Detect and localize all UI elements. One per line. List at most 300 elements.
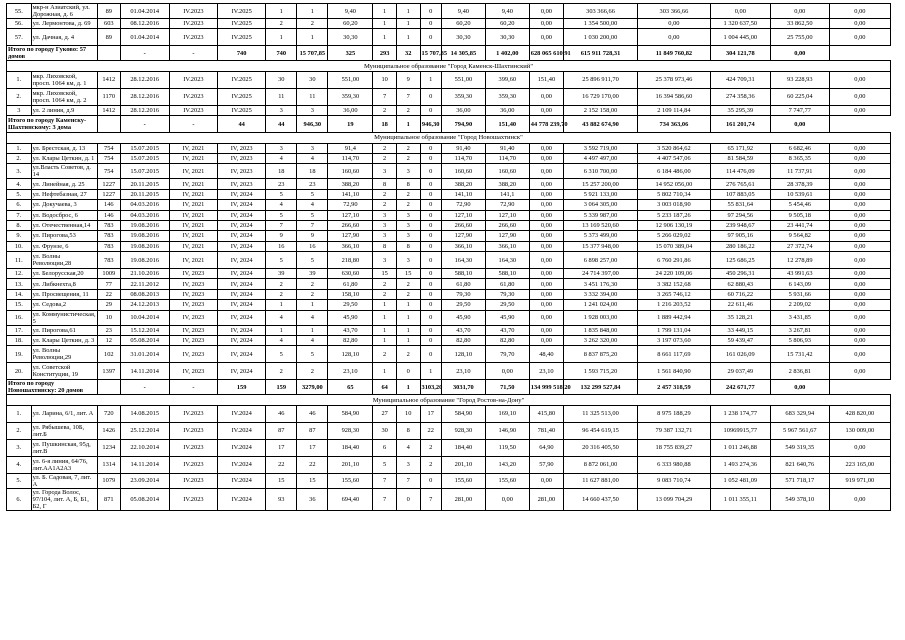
- table-cell: 3: [266, 143, 297, 153]
- table-cell: 201,10: [441, 456, 485, 473]
- table-cell: 128,10: [328, 346, 373, 363]
- table-cell: 7: [373, 473, 397, 488]
- table-cell: 3 592 719,00: [564, 143, 638, 153]
- table-cell: 64,90: [529, 439, 563, 456]
- table-cell: 164,30: [441, 252, 485, 269]
- table-cell: 93 228,93: [770, 71, 829, 88]
- table-cell: IV.2025: [218, 29, 266, 46]
- table-cell: 87: [297, 422, 328, 439]
- table-cell: 7: [373, 488, 397, 510]
- table-cell: IV.2024: [218, 439, 266, 456]
- total-cell: -: [120, 380, 169, 395]
- table-cell: 2: [373, 279, 397, 289]
- table-cell: 0: [420, 279, 441, 289]
- table-cell: 1: [420, 363, 441, 380]
- table-cell: 12 278,89: [770, 252, 829, 269]
- table-cell: 04.03.2016: [120, 210, 169, 220]
- table-cell: 15: [373, 269, 397, 279]
- table-cell: 8 975 188,29: [637, 405, 710, 422]
- table-cell: 10 539,61: [770, 189, 829, 199]
- table-cell: IV, 2024: [218, 220, 266, 230]
- table-cell: 130 009,00: [829, 422, 890, 439]
- table-cell: 1.: [7, 143, 32, 153]
- total-cell: 794,90: [441, 116, 485, 133]
- table-row: [7, 200, 891, 210]
- table-cell: 57,90: [529, 456, 563, 473]
- total-row: [7, 46, 891, 61]
- table-cell: 0,00: [529, 473, 563, 488]
- table-cell: 3: [396, 210, 420, 220]
- address-cell: ул. Пушкинская, 95д, лит.В: [31, 439, 97, 456]
- table-cell: 11 737,91: [770, 164, 829, 179]
- table-cell: 7: [420, 488, 441, 510]
- table-cell: IV, 2021: [169, 153, 217, 163]
- table-cell: IV, 2024: [218, 252, 266, 269]
- table-cell: 23,10: [441, 363, 485, 380]
- table-row: [7, 289, 891, 299]
- table-cell: 1 593 715,20: [564, 363, 638, 380]
- table-cell: 754: [98, 143, 121, 153]
- table-cell: 2: [266, 19, 297, 29]
- table-row: [7, 241, 891, 251]
- table-cell: 3: [396, 220, 420, 230]
- table-cell: 239 948,67: [710, 220, 770, 230]
- table-cell: 3 265 746,12: [637, 289, 710, 299]
- table-cell: 9.: [7, 231, 32, 241]
- table-cell: 1397: [98, 363, 121, 380]
- table-cell: 127,10: [328, 210, 373, 220]
- table-cell: 4: [266, 336, 297, 346]
- table-cell: 14.11.2014: [120, 456, 169, 473]
- table-cell: 0: [420, 143, 441, 153]
- table-cell: 0: [420, 269, 441, 279]
- table-cell: 184,40: [328, 439, 373, 456]
- table-cell: 16: [297, 241, 328, 251]
- table-cell: 7: [396, 473, 420, 488]
- table-cell: 4: [297, 310, 328, 325]
- total-cell: 1 402,00: [485, 46, 529, 61]
- table-cell: 0,00: [529, 300, 563, 310]
- table-cell: 4: [266, 310, 297, 325]
- total-cell: 0,00: [770, 46, 829, 61]
- total-cell: 15 707,85: [297, 46, 328, 61]
- table-cell: 59 439,47: [710, 336, 770, 346]
- table-cell: 359,30: [485, 88, 529, 105]
- table-cell: 1 320 637,50: [710, 19, 770, 29]
- table-cell: 25 378 973,46: [637, 71, 710, 88]
- table-cell: 4.: [7, 179, 32, 189]
- table-cell: IV, 2024: [218, 336, 266, 346]
- table-cell: 45,90: [485, 310, 529, 325]
- table-cell: 0,00: [829, 325, 890, 335]
- total-cell: 44 778 239,70: [529, 116, 563, 133]
- table-row: [7, 363, 891, 380]
- table-cell: IV, 2023: [169, 269, 217, 279]
- address-cell: ул. Докучаева, 3: [31, 200, 97, 210]
- table-cell: 143,20: [485, 456, 529, 473]
- address-cell: ул. 2 линия, д.9: [31, 105, 97, 115]
- table-cell: 8: [373, 179, 397, 189]
- table-row: [7, 179, 891, 189]
- table-cell: 8: [373, 241, 397, 251]
- table-cell: 1: [373, 363, 397, 380]
- total-cell: -: [120, 46, 169, 61]
- table-cell: 2 109 114,84: [637, 105, 710, 115]
- table-cell: 3: [297, 105, 328, 115]
- table-cell: 1: [396, 19, 420, 29]
- table-cell: 0: [396, 488, 420, 510]
- table-cell: 603: [98, 19, 121, 29]
- table-cell: 0,00: [529, 269, 563, 279]
- table-cell: 25 755,00: [770, 29, 829, 46]
- address-cell: ул. Отечественная,14: [31, 220, 97, 230]
- table-cell: 754: [98, 164, 121, 179]
- total-cell: 1: [396, 380, 420, 395]
- table-cell: 2: [297, 289, 328, 299]
- total-cell: 2 457 318,59: [637, 380, 710, 395]
- table-cell: 127,10: [441, 210, 485, 220]
- table-cell: 45,90: [441, 310, 485, 325]
- table-cell: 45,90: [328, 310, 373, 325]
- total-row: [7, 116, 891, 133]
- table-cell: 2: [266, 289, 297, 299]
- table-cell: 5 266 029,02: [637, 231, 710, 241]
- table-cell: 29,50: [328, 300, 373, 310]
- table-cell: 5.: [7, 189, 32, 199]
- table-cell: 4: [297, 200, 328, 210]
- table-cell: 30: [373, 422, 397, 439]
- table-cell: 424 709,31: [710, 71, 770, 88]
- table-cell: IV.2023: [169, 422, 217, 439]
- table-cell: IV, 2024: [218, 241, 266, 251]
- table-row: [7, 19, 891, 29]
- table-cell: 17: [266, 439, 297, 456]
- table-cell: IV, 2024: [218, 200, 266, 210]
- table-cell: 55 831,64: [710, 200, 770, 210]
- table-cell: 0,00: [529, 164, 563, 179]
- table-cell: 114 476,09: [710, 164, 770, 179]
- table-cell: 22 611,46: [710, 300, 770, 310]
- table-cell: 13.: [7, 279, 32, 289]
- table-cell: 4: [266, 200, 297, 210]
- table-cell: 0,00: [829, 143, 890, 153]
- table-cell: 5: [373, 456, 397, 473]
- total-cell: 293: [373, 46, 397, 61]
- address-cell: ул. Либкнехта,8: [31, 279, 97, 289]
- table-cell: 87: [266, 422, 297, 439]
- table-cell: 5 373 499,00: [564, 231, 638, 241]
- table-cell: IV.2023: [169, 105, 217, 115]
- table-cell: 60,20: [485, 19, 529, 29]
- table-cell: 0: [420, 473, 441, 488]
- table-cell: 1: [297, 325, 328, 335]
- table-row: [7, 422, 891, 439]
- table-cell: 6 310 700,00: [564, 164, 638, 179]
- table-cell: 720: [98, 405, 121, 422]
- address-cell: ул. Пирогова,53: [31, 231, 97, 241]
- table-cell: 2.: [7, 422, 32, 439]
- table-cell: 5: [297, 252, 328, 269]
- table-cell: 1: [396, 310, 420, 325]
- table-cell: 48,40: [529, 346, 563, 363]
- table-cell: 1: [373, 29, 397, 46]
- table-cell: 366,10: [485, 241, 529, 251]
- total-cell: 15 707,85: [420, 46, 441, 61]
- table-cell: 5 454,46: [770, 200, 829, 210]
- table-cell: 2: [373, 153, 397, 163]
- table-cell: 14.08.2015: [120, 405, 169, 422]
- table-cell: 584,90: [328, 405, 373, 422]
- table-cell: 783: [98, 241, 121, 251]
- table-cell: 3: [396, 231, 420, 241]
- total-cell: 0,00: [770, 116, 829, 133]
- table-cell: 4: [297, 336, 328, 346]
- table-cell: 08.08.2013: [120, 289, 169, 299]
- table-cell: 0,00: [529, 279, 563, 289]
- table-cell: 551,00: [441, 71, 485, 88]
- table-cell: 6: [373, 439, 397, 456]
- total-label: Итого по городу Гуково: 57 домов: [7, 46, 98, 61]
- table-cell: 821 640,76: [770, 456, 829, 473]
- table-cell: 127,90: [485, 231, 529, 241]
- table-cell: 2: [420, 456, 441, 473]
- table-cell: 151,40: [529, 71, 563, 88]
- table-cell: IV.2023: [169, 405, 217, 422]
- table-cell: 450 296,31: [710, 269, 770, 279]
- table-cell: 588,10: [485, 269, 529, 279]
- table-cell: 8 872 061,00: [564, 456, 638, 473]
- table-cell: 23: [266, 179, 297, 189]
- table-cell: 20 316 405,50: [564, 439, 638, 456]
- table-cell: 43,70: [485, 325, 529, 335]
- table-row: [7, 269, 891, 279]
- table-cell: 36: [297, 488, 328, 510]
- table-row: [7, 164, 891, 179]
- table-cell: 388,20: [485, 179, 529, 189]
- table-cell: 928,30: [441, 422, 485, 439]
- table-cell: 8: [396, 422, 420, 439]
- table-cell: 0,00: [829, 189, 890, 199]
- table-cell: 60,20: [328, 19, 373, 29]
- table-cell: IV, 2021: [169, 231, 217, 241]
- table-cell: 141,10: [441, 189, 485, 199]
- table-cell: 22.10.2014: [120, 439, 169, 456]
- table-cell: 0,00: [529, 189, 563, 199]
- table-cell: 0: [420, 300, 441, 310]
- table-cell: 15.12.2014: [120, 325, 169, 335]
- table-cell: 146: [98, 200, 121, 210]
- table-cell: 3 332 394,00: [564, 289, 638, 299]
- table-cell: 1 493 274,36: [710, 456, 770, 473]
- table-cell: 10: [373, 71, 397, 88]
- table-cell: 11 325 513,00: [564, 405, 638, 422]
- table-cell: 571 718,17: [770, 473, 829, 488]
- table-cell: 27 372,74: [770, 241, 829, 251]
- table-cell: 23: [297, 179, 328, 189]
- table-cell: 43 991,63: [770, 269, 829, 279]
- table-cell: 919 971,00: [829, 473, 890, 488]
- table-cell: 0,00: [829, 310, 890, 325]
- table-cell: 127,90: [441, 231, 485, 241]
- table-cell: IV.2024: [218, 422, 266, 439]
- table-cell: 0: [396, 363, 420, 380]
- table-cell: 5: [297, 189, 328, 199]
- table-cell: 11 627 881,00: [564, 473, 638, 488]
- table-cell: 0,00: [529, 179, 563, 189]
- table-cell: 93: [266, 488, 297, 510]
- total-label: Итого по городу Новошахтинску: 20 домов: [7, 380, 98, 395]
- table-row: [7, 29, 891, 46]
- table-cell: 2.: [7, 88, 32, 105]
- table-cell: 21.10.2016: [120, 269, 169, 279]
- table-cell: 0: [420, 231, 441, 241]
- table-cell: 1170: [98, 88, 121, 105]
- table-cell: 15.: [7, 300, 32, 310]
- table-cell: 05.08.2014: [120, 336, 169, 346]
- table-cell: IV, 2023: [169, 300, 217, 310]
- table-row: [7, 71, 891, 88]
- table-cell: 0: [420, 29, 441, 46]
- total-cell: 159: [266, 380, 297, 395]
- table-cell: 630,60: [328, 269, 373, 279]
- table-cell: 0: [420, 252, 441, 269]
- table-cell: 783: [98, 231, 121, 241]
- table-cell: 2: [420, 439, 441, 456]
- total-cell: [98, 46, 121, 61]
- table-cell: 23,10: [328, 363, 373, 380]
- table-cell: 17: [420, 405, 441, 422]
- table-cell: 2 836,81: [770, 363, 829, 380]
- table-cell: 928,30: [328, 422, 373, 439]
- table-cell: 2: [396, 105, 420, 115]
- table-cell: 2: [373, 143, 397, 153]
- total-cell: 43 882 674,90: [564, 116, 638, 133]
- table-cell: 0,00: [529, 153, 563, 163]
- table-cell: 7: [373, 88, 397, 105]
- table-cell: 30: [297, 71, 328, 88]
- table-cell: 27: [373, 405, 397, 422]
- table-cell: IV, 2023: [169, 325, 217, 335]
- table-cell: 0,00: [829, 346, 890, 363]
- table-cell: 0,00: [529, 4, 563, 19]
- address-cell: ул. Дачная, д. 4: [31, 29, 97, 46]
- total-cell: -: [169, 116, 217, 133]
- table-cell: 783: [98, 220, 121, 230]
- table-cell: 82,80: [485, 336, 529, 346]
- table-cell: 3 064 305,00: [564, 200, 638, 210]
- table-cell: 1: [373, 300, 397, 310]
- table-cell: IV, 2023: [169, 310, 217, 325]
- table-cell: 23 441,74: [770, 220, 829, 230]
- table-cell: 19.08.2016: [120, 220, 169, 230]
- table-cell: 0: [420, 200, 441, 210]
- housing-program-table: [6, 3, 891, 511]
- address-cell: мкр. Лиховской, просп. 1064 км, д. 1: [31, 71, 97, 88]
- table-cell: 0,00: [829, 336, 890, 346]
- table-cell: 60 716,22: [710, 289, 770, 299]
- table-cell: 281,00: [529, 488, 563, 510]
- municipality-title: Муниципальное образование "Город Новошахтинск": [7, 133, 891, 143]
- table-cell: 11: [297, 88, 328, 105]
- table-cell: 15: [396, 269, 420, 279]
- table-cell: 17: [297, 439, 328, 456]
- table-cell: 0,00: [529, 325, 563, 335]
- table-cell: IV.2023: [169, 29, 217, 46]
- table-cell: 1009: [98, 269, 121, 279]
- table-cell: 23: [98, 325, 121, 335]
- table-cell: 18 755 839,27: [637, 439, 710, 456]
- table-cell: 0,00: [829, 105, 890, 115]
- table-cell: 0: [420, 19, 441, 29]
- table-cell: 10.04.2014: [120, 310, 169, 325]
- table-cell: 1079: [98, 473, 121, 488]
- table-cell: 160,60: [328, 164, 373, 179]
- table-cell: 0,00: [829, 220, 890, 230]
- table-cell: 10: [396, 405, 420, 422]
- total-cell: 44: [218, 116, 266, 133]
- table-cell: 43,70: [328, 325, 373, 335]
- table-cell: 4 497 497,00: [564, 153, 638, 163]
- address-cell: ул. Советской Конституции, 19: [31, 363, 97, 380]
- table-cell: IV.2025: [218, 71, 266, 88]
- table-cell: 1234: [98, 439, 121, 456]
- table-cell: 223 165,00: [829, 456, 890, 473]
- table-cell: 266,60: [441, 220, 485, 230]
- table-cell: 388,20: [328, 179, 373, 189]
- table-cell: 2: [266, 279, 297, 289]
- table-cell: 0,00: [770, 4, 829, 19]
- total-cell: 134 999 518,20: [529, 380, 563, 395]
- table-cell: 79,30: [441, 289, 485, 299]
- table-cell: 0,00: [829, 241, 890, 251]
- table-cell: 0,00: [829, 439, 890, 456]
- table-cell: 5 921 133,00: [564, 189, 638, 199]
- table-row: [7, 300, 891, 310]
- table-cell: 0,00: [529, 241, 563, 251]
- table-cell: 35 295,39: [710, 105, 770, 115]
- table-cell: 0: [420, 4, 441, 19]
- table-cell: 22: [420, 422, 441, 439]
- table-cell: 146: [98, 210, 121, 220]
- table-cell: 1 011 246,88: [710, 439, 770, 456]
- table-cell: 3.: [7, 439, 32, 456]
- table-cell: IV, 2024: [218, 310, 266, 325]
- table-cell: 0,00: [529, 143, 563, 153]
- table-cell: 155,60: [441, 473, 485, 488]
- table-cell: 3.: [7, 164, 32, 179]
- table-cell: 16.: [7, 310, 32, 325]
- table-cell: 3 520 864,62: [637, 143, 710, 153]
- table-row: [7, 310, 891, 325]
- table-cell: 4: [396, 439, 420, 456]
- table-cell: 3 262 320,00: [564, 336, 638, 346]
- table-cell: 781,40: [529, 422, 563, 439]
- table-cell: 7.: [7, 210, 32, 220]
- total-cell: 64: [373, 380, 397, 395]
- address-cell: ул. Волны Революции,29: [31, 346, 97, 363]
- table-cell: 77: [98, 279, 121, 289]
- table-cell: 35 128,21: [710, 310, 770, 325]
- table-body: [7, 4, 891, 511]
- table-cell: 0,00: [829, 200, 890, 210]
- table-row: [7, 153, 891, 163]
- table-cell: 160,60: [485, 164, 529, 179]
- table-cell: 0,00: [829, 4, 890, 19]
- table-cell: 72,90: [328, 200, 373, 210]
- table-cell: IV.2025: [218, 105, 266, 115]
- table-cell: 1412: [98, 71, 121, 88]
- address-cell: ул. Лермонтова, д. 69: [31, 19, 97, 29]
